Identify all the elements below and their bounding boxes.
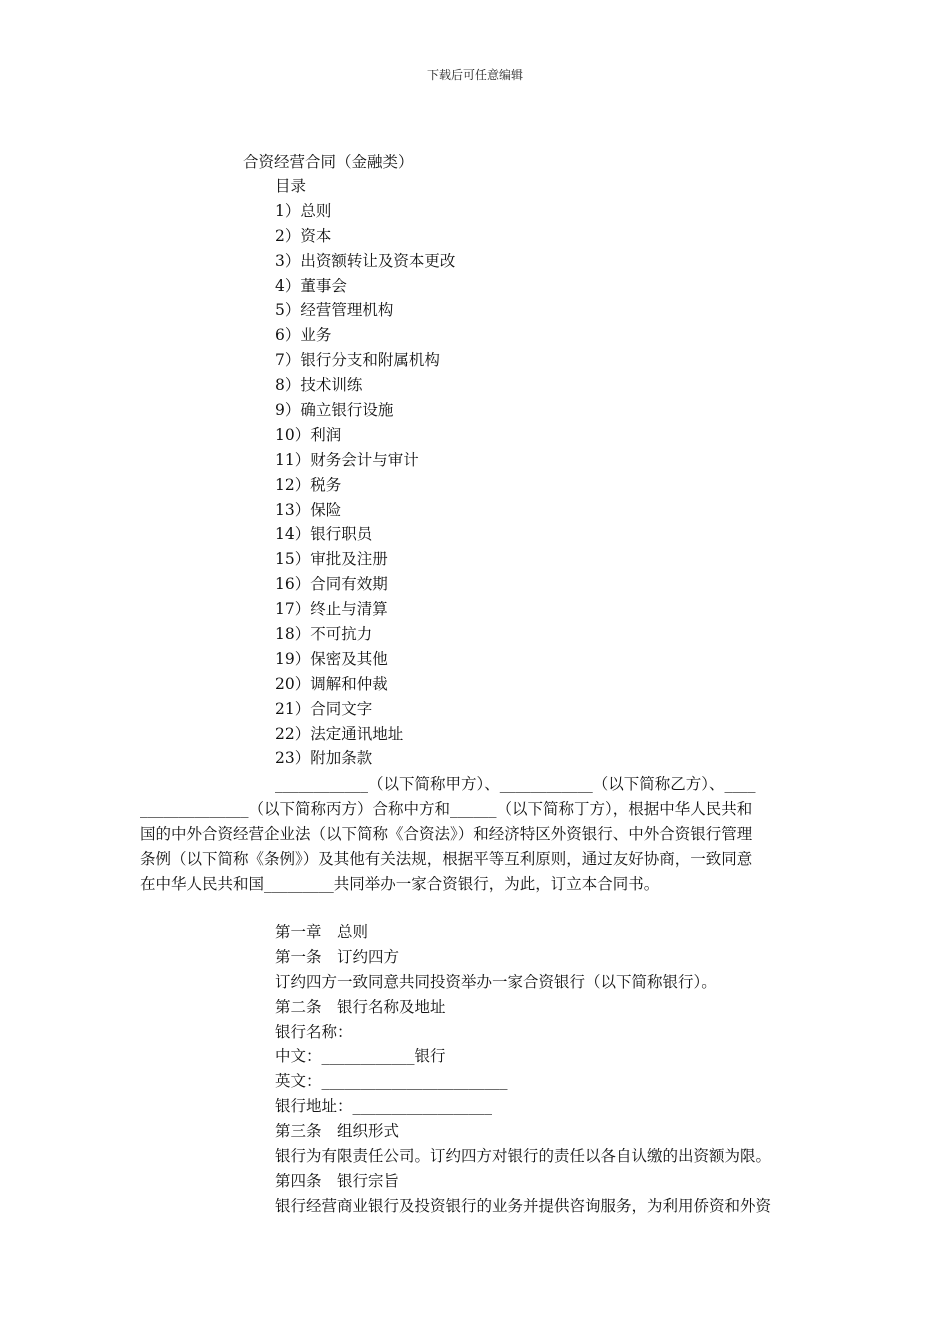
toc-item: 2）资本 xyxy=(275,226,332,245)
toc-item: 17）终止与清算 xyxy=(275,600,388,619)
toc-item: 22）法定通讯地址 xyxy=(275,724,404,743)
toc-item: 20）调解和仲裁 xyxy=(275,674,388,693)
article-title: 第三条 组织形式 xyxy=(275,1122,400,1141)
chinese-name-field: 中文：____________银行 xyxy=(275,1047,446,1066)
article-title: 第一条 订约四方 xyxy=(275,947,400,966)
toc-item: 21）合同文字 xyxy=(275,699,373,718)
document-title: 合资经营合同（金融类） xyxy=(243,153,414,171)
toc-item: 3）出资额转让及资本更改 xyxy=(275,251,456,270)
toc-item: 12）税务 xyxy=(275,475,342,494)
article-title: 第四条 银行宗旨 xyxy=(275,1171,400,1190)
toc-item: 1）总则 xyxy=(275,201,332,220)
contract-body xyxy=(275,920,815,1219)
toc-item: 6）业务 xyxy=(275,326,332,345)
toc-item: 9）确立银行设施 xyxy=(275,401,394,420)
toc-item: 5）经营管理机构 xyxy=(275,301,394,320)
article-text: 银行经营商业银行及投资银行的业务并提供咨询服务，为利用侨资和外资 xyxy=(275,1196,772,1215)
toc-item: 11）财务会计与审计 xyxy=(275,450,419,469)
bank-name-label: 银行名称： xyxy=(275,1022,353,1041)
table-of-contents xyxy=(275,174,455,771)
toc-item: 19）保密及其他 xyxy=(275,649,388,668)
toc-item: 18）不可抗力 xyxy=(275,625,373,644)
preamble-line: 国的中外合资经营企业法（以下简称《合资法》）和经济特区外资银行、中外合资银行管理 xyxy=(140,824,753,843)
toc-item: 10）利润 xyxy=(275,425,342,444)
toc-item: 13）保险 xyxy=(275,500,342,519)
bank-address-field: 银行地址：__________________ xyxy=(275,1097,493,1116)
page-header: 下载后可任意编辑 xyxy=(426,68,523,82)
toc-item: 4）董事会 xyxy=(275,276,347,295)
preamble-line: 条例（以下简称《条例》）及其他有关法规，根据平等互利原则，通过友好协商，一致同意 xyxy=(140,849,753,868)
toc-item: 16）合同有效期 xyxy=(275,575,388,594)
preamble-line: ____________（以下简称甲方）、____________（以下简称乙方）、____ xyxy=(275,775,756,793)
toc-heading: 目录 xyxy=(275,177,307,195)
toc-item: 23）附加条款 xyxy=(275,749,373,768)
article-text: 订约四方一致同意共同投资举办一家合资银行（以下简称银行）。 xyxy=(275,972,717,991)
preamble-paragraph xyxy=(140,772,812,897)
toc-item: 8）技术训练 xyxy=(275,376,363,395)
article-text: 银行为有限责任公司。订约四方对银行的责任以各自认缴的出资额为限。 xyxy=(275,1147,772,1166)
english-name-field: 英文：________________________ xyxy=(275,1072,508,1091)
toc-item: 7）银行分支和附属机构 xyxy=(275,351,440,370)
toc-item: 14）银行职员 xyxy=(275,525,373,544)
article-title: 第二条 银行名称及地址 xyxy=(275,997,446,1016)
preamble-line: ______________（以下简称丙方）合称中方和______（以下简称丁方），根据中华人民共和 xyxy=(140,799,753,818)
preamble-line: 在中华人民共和国_________共同举办一家合资银行，为此，订立本合同书。 xyxy=(140,874,660,893)
chapter-heading: 第一章 总则 xyxy=(275,923,369,941)
toc-item: 15）审批及注册 xyxy=(275,550,388,569)
